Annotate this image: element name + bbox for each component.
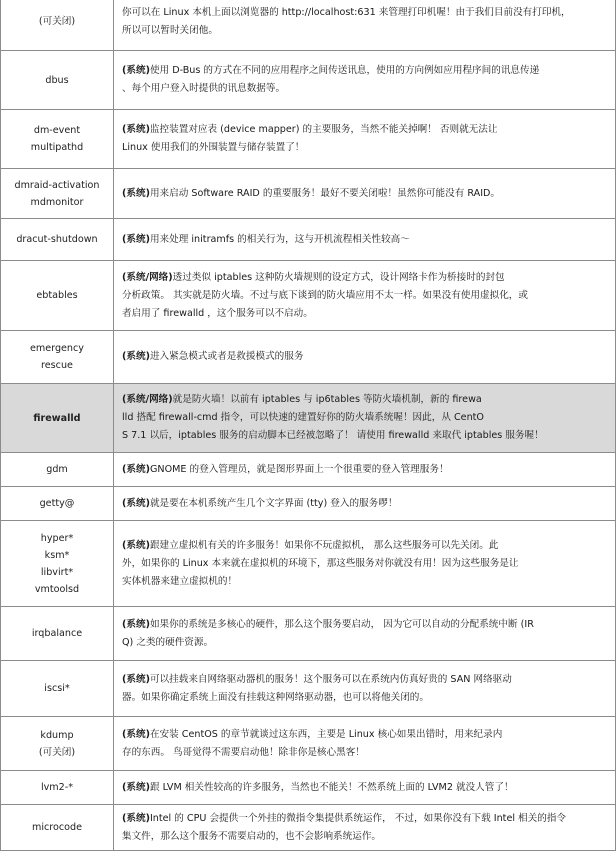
service-description-cell	[114, 331, 616, 384]
service-category-tag: (系统)	[122, 351, 150, 362]
service-description-cell	[114, 521, 616, 607]
service-description: 就是要在本机系统产生几个文字界面 (tty) 登入的服务啰！	[149, 497, 398, 509]
service-name: multipathd	[30, 142, 84, 153]
service-description-cell	[114, 384, 616, 453]
service-description: 用来处理 initramfs 的相关行为，这与开机流程相关性较高～	[149, 233, 410, 245]
service-name-cell	[1, 110, 114, 169]
service-name-cell	[1, 805, 114, 851]
service-name-cell	[1, 331, 114, 384]
service-description-cell	[114, 110, 616, 169]
service-name: dracut-shutdown	[16, 234, 98, 245]
service-row	[1, 219, 616, 261]
service-category-tag: (系统/网络)	[122, 394, 173, 405]
service-name-cell	[1, 717, 114, 771]
service-row	[1, 51, 616, 110]
services-table-body	[1, 0, 616, 851]
service-name-cell	[1, 384, 114, 453]
service-row	[1, 384, 616, 453]
service-name-cell	[1, 261, 114, 331]
service-name-cell	[1, 169, 114, 219]
service-name-cell	[1, 607, 114, 661]
service-description: 进入紧急模式或者是救援模式的服务	[149, 351, 304, 362]
service-name: kdump	[40, 729, 74, 741]
service-row	[1, 661, 616, 717]
service-name: libvirt*	[40, 566, 74, 578]
service-description: 跟建立虚拟机有关的许多服务！如果你不玩虚拟机， 那么这些服务可以先关闭。此 外，如果你的 Linux 本来就在虚拟机的环境下，那这些服务对你就没有用！因为这些服务是让 实体机器来建立虚拟机的！	[122, 539, 519, 587]
service-description: 用来启动 Software RAID 的重要服务！最好不要关闭啦！虽然你可能没有 RAID。	[149, 187, 501, 199]
service-description: GNOME 的登入管理员，就是图形界面上一个很重要的登入管理服务！	[149, 463, 449, 475]
service-row	[1, 717, 616, 771]
service-category-tag: (系统)	[122, 812, 150, 824]
service-name: dbus	[45, 74, 69, 86]
service-description: 你可以在 Linux 本机上面以浏览器的 http://localhost:631 来管理打印机喔！由于我们目前没有打印机， 所以可以暂时关闭他。	[122, 6, 571, 36]
service-category-tag: (系统)	[122, 539, 150, 551]
service-description-cell	[114, 0, 616, 51]
service-name: dmraid-activation	[14, 179, 100, 191]
service-name: lvm2-*	[40, 782, 74, 793]
service-row	[1, 331, 616, 384]
service-name-cell	[1, 771, 114, 805]
service-row	[1, 521, 616, 607]
service-row	[1, 110, 616, 169]
service-name: microcode	[31, 822, 83, 833]
service-description-cell	[114, 805, 616, 851]
service-description: 在安装 CentOS 的章节就谈过这东西，主要是 Linux 核心如果出错时，用来纪录内 存的东西。 鸟哥觉得不需要启动他！除非你是核心黑客！	[122, 728, 503, 758]
service-name-cell	[1, 453, 114, 487]
service-name: mdmonitor	[30, 196, 84, 208]
service-name-cell	[1, 661, 114, 717]
service-category-tag: (系统)	[122, 781, 150, 793]
service-name-cell	[1, 0, 114, 51]
service-name-cell	[1, 51, 114, 110]
service-name: getty@	[39, 498, 75, 509]
service-name: gdm	[46, 464, 68, 475]
service-category-tag: (系统)	[122, 65, 150, 76]
service-row	[1, 169, 616, 219]
service-category-tag: (系统)	[122, 673, 150, 685]
service-description: 透过类似 iptables 这种防火墙规则的设定方式，设计网络卡作为桥接时的封包 分析政策。 其实就是防火墙。不过与底下谈到的防火墙应用不太一样。如果没有使用虚拟化，或 者启用了 firewalld ，这个服务可以不启动。	[122, 271, 528, 319]
service-name: emergency	[30, 343, 84, 354]
service-description-cell	[114, 51, 616, 110]
service-description: 跟 LVM 相关性较高的许多服务，当然也不能关！不然系统上面的 LVM2 就没人管了！	[149, 781, 514, 793]
service-description-cell	[114, 261, 616, 331]
service-description-cell	[114, 717, 616, 771]
service-name: irqbalance	[31, 628, 83, 639]
service-category-tag: (系统)	[122, 728, 150, 740]
service-name-cell	[1, 521, 114, 607]
service-name: firewalld	[33, 412, 81, 424]
service-description: 监控装置对应表 (device mapper) 的主要服务，当然不能关掉啊！ 否则就无法让 Linux 使用我们的外围装置与储存装置了！	[122, 124, 498, 153]
service-name: hyper*	[40, 532, 74, 544]
service-category-tag: (系统)	[122, 233, 150, 245]
service-category-tag: (系统)	[122, 463, 150, 475]
service-row	[1, 607, 616, 661]
service-name: ebtables	[36, 290, 78, 301]
service-row	[1, 0, 616, 51]
service-description-cell	[114, 219, 616, 261]
service-category-tag: (系统)	[122, 497, 150, 509]
service-name: vmtoolsd	[34, 583, 80, 595]
service-name: (可关闭)	[38, 746, 76, 758]
service-category-tag: (系统)	[122, 124, 150, 135]
service-description-cell	[114, 169, 616, 219]
service-name-cell	[1, 487, 114, 521]
service-description: 使用 D-Bus 的方式在不同的应用程序之间传送讯息，使用的方向例如应用程序间的讯息传递 、每个用户登入时提供的讯息数据等。	[122, 65, 540, 94]
service-row	[1, 261, 616, 331]
service-description: Intel 的 CPU 会提供一个外挂的微指令集提供系统运作， 不过，如果你没有下载 Intel 相关的指令 集文件，那么这个服务不需要启动的，也不会影响系统运作。	[122, 812, 567, 842]
service-name: (可关闭)	[38, 16, 76, 27]
service-description: 就是防火墙！以前有 iptables 与 ip6tables 等防火墙机制，新的 firewa lld 搭配 firewall-cmd 指令，可以快速的建置好你的防火墙系统喔！因此，从 CentO S 7.1 以后，iptables 服务的启动脚本已经被忽略了！ 请使用 firewalld 来取代 iptables 服务喔！	[122, 394, 544, 441]
service-row	[1, 805, 616, 851]
service-description: 如果你的系统是多核心的硬件，那么这个服务要启动， 因为它可以自动的分配系统中断 (IR Q) 之类的硬件资源。	[122, 618, 534, 648]
service-description-cell	[114, 607, 616, 661]
service-row	[1, 453, 616, 487]
service-name: rescue	[41, 360, 73, 371]
service-description-cell	[114, 487, 616, 521]
service-description-cell	[114, 661, 616, 717]
service-name-cell	[1, 219, 114, 261]
service-description-cell	[114, 771, 616, 805]
service-category-tag: (系统/网络)	[122, 271, 173, 283]
service-name: dm-event	[33, 125, 81, 136]
service-category-tag: (系统)	[122, 187, 150, 199]
service-name: iscsi*	[44, 683, 70, 694]
service-description: 可以挂载来自网络驱动器机的服务！这个服务可以在系统内仿真好贵的 SAN 网络驱动 器。如果你确定系统上面没有挂载这种网络驱动器，也可以将他关闭的。	[122, 673, 512, 703]
service-category-tag: (系统)	[122, 618, 150, 630]
service-description-cell	[114, 453, 616, 487]
service-name: ksm*	[44, 549, 70, 561]
service-row	[1, 487, 616, 521]
service-row	[1, 771, 616, 805]
